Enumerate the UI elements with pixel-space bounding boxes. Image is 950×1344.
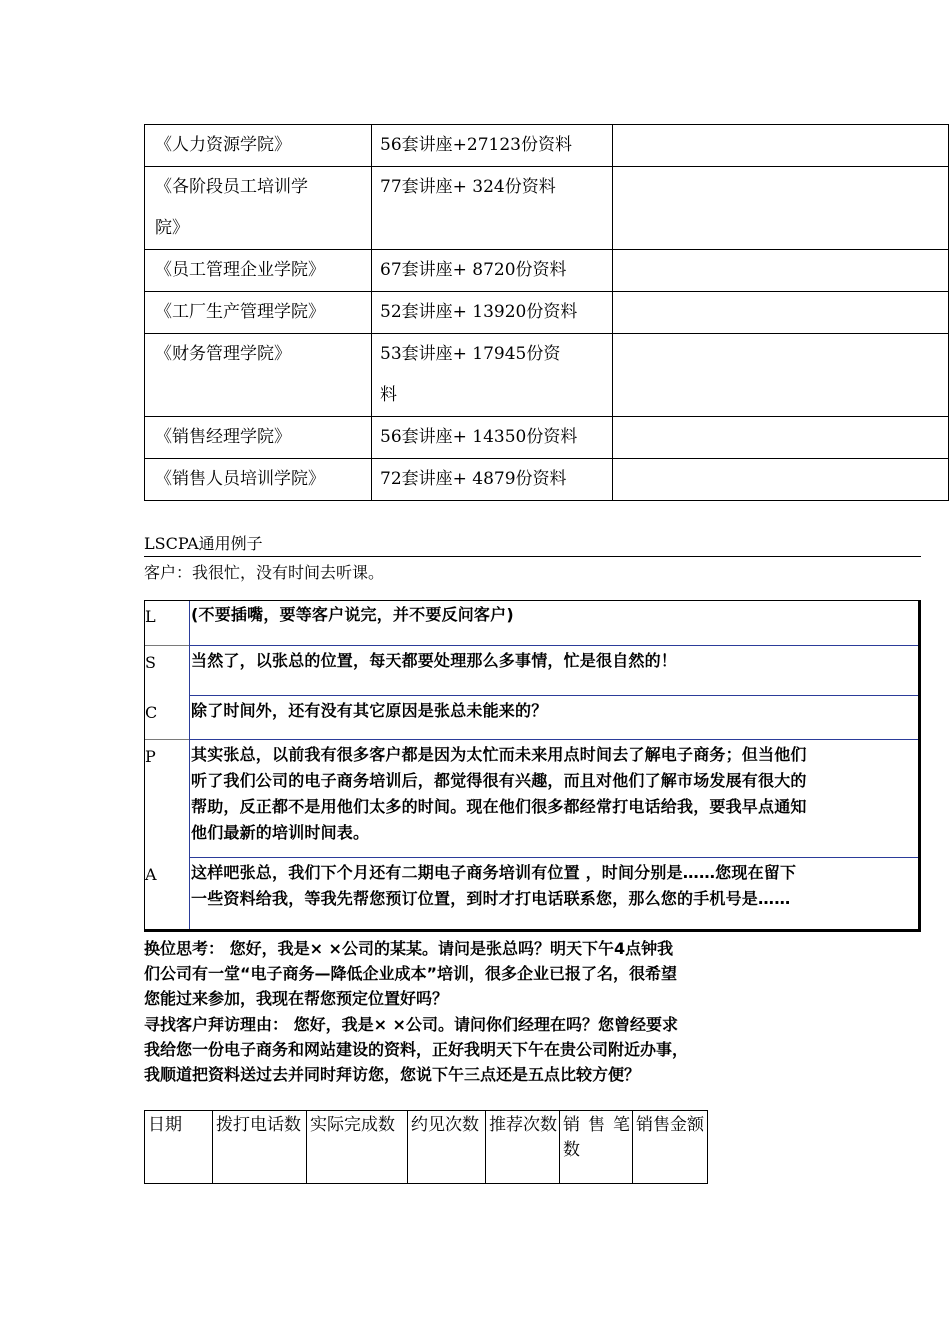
course-name: 《各阶段员工培训学院》 — [145, 167, 372, 250]
table-row — [145, 125, 949, 167]
dialogue-row — [145, 647, 918, 695]
course-content: 52套讲座+ 13920份资料 — [372, 292, 613, 334]
row-divider — [189, 857, 918, 858]
course-name: 《人力资源学院》 — [145, 125, 372, 167]
lscpa-dialogue-table — [144, 600, 921, 932]
dialogue-row — [145, 601, 918, 645]
course-name: 《工厂生产管理学院》 — [145, 292, 372, 334]
header-cell: 销售笔数 — [560, 1111, 633, 1184]
table-header-row — [145, 1111, 708, 1184]
visit-reason-paragraph: 寻找客户拜访理由： 您好，我是× ×公司。请问你们经理在吗？您曾经要求 我给您一份电子商务和网站建设的资料，正好我明天下午在贵公司附近办事， 我顺道把资料送过去并同时拜访您，您说下午三点还是五点比较方便？ — [144, 1015, 689, 1084]
header-cell: 销售金额 — [633, 1111, 708, 1184]
course-extra — [613, 417, 949, 459]
table-row — [145, 417, 949, 459]
course-content: 72套讲座+ 4879份资料 — [372, 459, 613, 501]
table-row — [145, 292, 949, 334]
row-divider — [189, 645, 918, 646]
step-label: L — [145, 607, 156, 626]
table-row — [145, 334, 949, 417]
table-row — [145, 459, 949, 501]
course-name: 《销售经理学院》 — [145, 417, 372, 459]
step-text: 当然了，以张总的位置，每天都要处理那么多事情，忙是很自然的！ — [191, 651, 678, 670]
row-divider — [189, 739, 918, 740]
course-extra — [613, 167, 949, 250]
header-cell: 拨打电话数 — [213, 1111, 307, 1184]
course-name: 《财务管理学院》 — [145, 334, 372, 417]
header-cell: 日期 — [145, 1111, 213, 1184]
step-text: 这样吧张总，我们下个月还有二期电子商务培训有位置 ，时间分别是……您现在留下 一些资料给我，等我先帮您预订位置，到时才打电话联系您，那么您的手机号是…… — [191, 863, 797, 908]
course-content: 56套讲座+ 14350份资料 — [372, 417, 613, 459]
table-row — [145, 167, 949, 250]
table-row — [145, 250, 949, 292]
step-text: (不要插嘴，要等客户说完，并不要反问客户) — [191, 605, 514, 624]
row-divider — [189, 695, 918, 696]
header-cell: 实际完成数 — [307, 1111, 408, 1184]
step-text: 除了时间外，还有没有其它原因是张总未能来的？ — [191, 701, 548, 720]
course-name: 《员工管理企业学院》 — [145, 250, 372, 292]
course-content: 67套讲座+ 8720份资料 — [372, 250, 613, 292]
course-extra — [613, 292, 949, 334]
lscpa-title: LSCPA通用例子 — [144, 534, 263, 553]
course-content: 77套讲座+ 324份资料 — [372, 167, 613, 250]
dialogue-row — [145, 741, 918, 857]
stats-table — [144, 1110, 708, 1184]
divider — [144, 556, 921, 557]
row-divider — [145, 645, 189, 646]
course-extra — [613, 334, 949, 417]
header-cell: 约见次数 — [408, 1111, 486, 1184]
step-text: 其实张总，以前我有很多客户都是因为太忙而未来用点时间去了解电子商务；但当他们 听了我们公司的电子商务培训后，都觉得很有兴趣，而且对他们了解市场发展有很大的 帮助，反正都不是用他们太多的时间。现在他们很多都经常打电话给我，要我早点通知 他们最新的培训时间表。 — [191, 745, 807, 842]
header-cell: 推荐次数 — [486, 1111, 560, 1184]
step-label: C — [145, 703, 158, 722]
course-content: 56套讲座+27123份资料 — [372, 125, 613, 167]
row-divider — [145, 739, 189, 740]
perspective-paragraph: 换位思考： 您好，我是× ×公司的某某。请问是张总吗？明天下午4点钟我 们公司有一堂“电子商务—降低企业成本”培训，很多企业已报了名，很希望 您能过来参加，我现在帮您预定位置好吗？ — [144, 939, 678, 1008]
course-name: 《销售人员培训学院》 — [145, 459, 372, 501]
step-label: P — [145, 747, 156, 766]
course-extra — [613, 125, 949, 167]
dialogue-row — [145, 697, 918, 739]
course-content: 53套讲座+ 17945份资料 — [372, 334, 613, 417]
course-extra — [613, 250, 949, 292]
course-table — [144, 124, 949, 501]
client-statement: 客户：我很忙，没有时间去听课。 — [144, 563, 385, 582]
step-label: S — [145, 653, 156, 672]
step-label: A — [145, 865, 157, 884]
course-extra — [613, 459, 949, 501]
dialogue-row — [145, 859, 918, 929]
